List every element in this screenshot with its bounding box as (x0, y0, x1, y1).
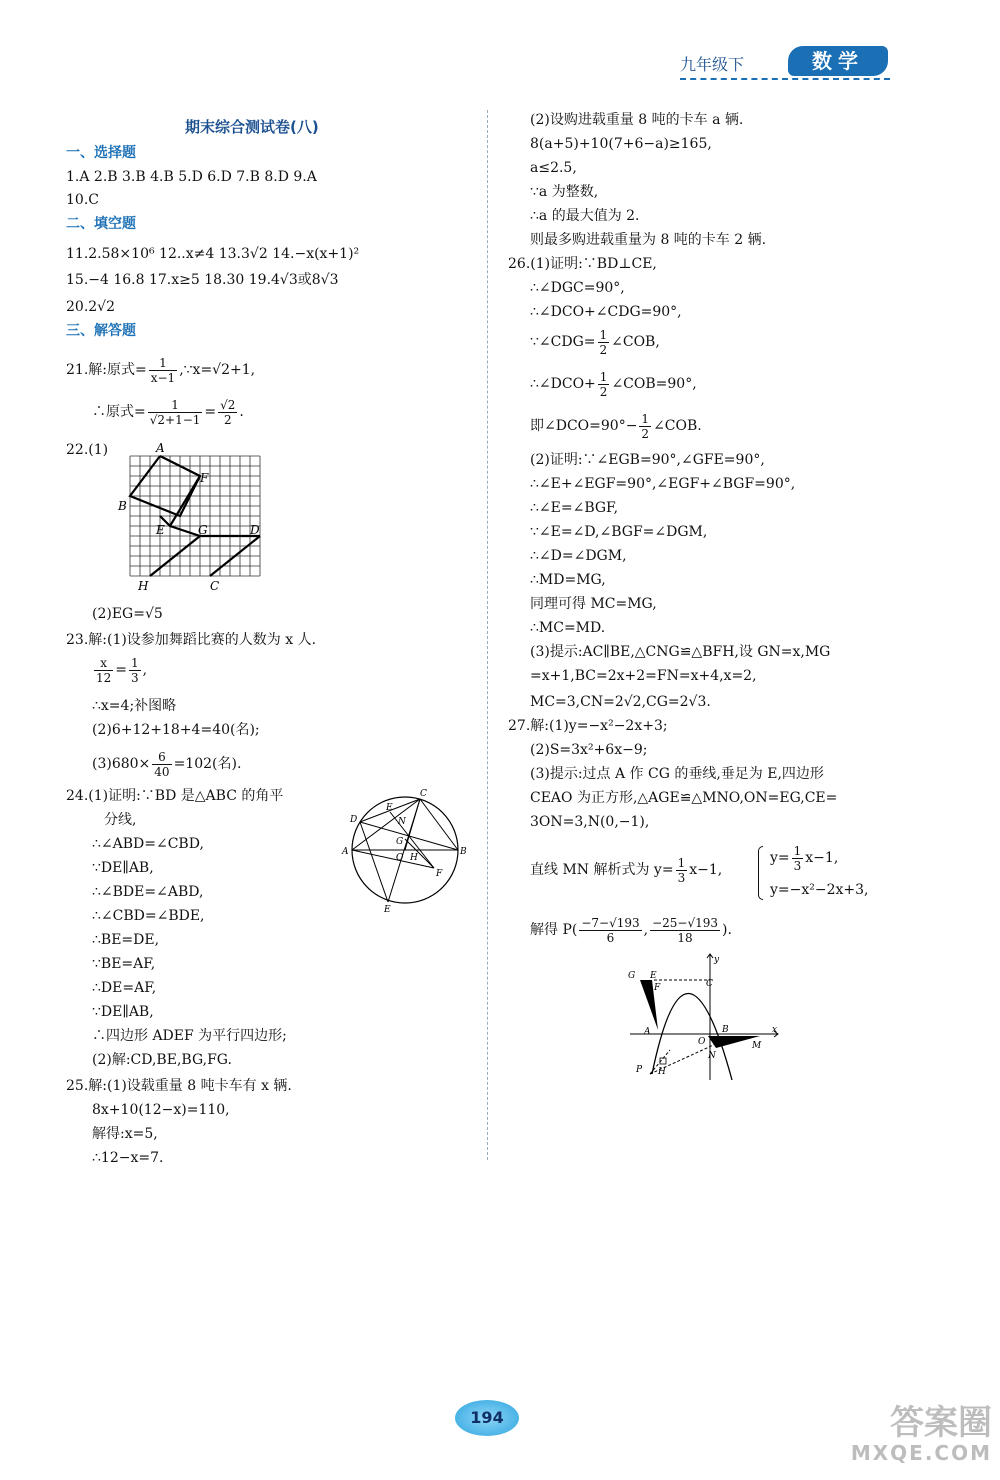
q24-line-8: ∵BE=AF, (92, 956, 156, 972)
q27-label-a: A (644, 1027, 651, 1037)
q24-label-h: H (410, 853, 418, 863)
q27-label-m: M (752, 1041, 762, 1051)
q22-label-g: G (198, 523, 208, 537)
q21-line-1: 21.解:原式= $\frac{1}{x-1}$ ,∵x=√2+1, (66, 355, 256, 385)
q26-line-5: ∴∠DCO+ $\frac{1}{2}$ ∠COB=90°, (530, 369, 697, 399)
section-choice: 一、选择题 (66, 145, 136, 161)
q26-line-6: 即∠DCO=90°− $\frac{1}{2}$ ∠COB. (530, 411, 702, 441)
q27-label-n: N (708, 1051, 716, 1061)
page-number-badge (455, 1400, 519, 1436)
q27-line-7: 解得 P( $\frac{-7-√193}{6}$ , $\frac{-25-√193}{18}$ ). (530, 915, 732, 945)
page-title: 期末综合测试卷(八) (185, 118, 319, 136)
q24-label-e1: E (386, 803, 393, 813)
q24-label-e2: E (384, 905, 391, 914)
q27-label-y: y (714, 955, 720, 965)
q27-label-o: O (698, 1037, 706, 1047)
choice-line-1: 1.A 2.B 3.B 4.B 5.D 6.D 7.B 8.D 9.A (66, 169, 317, 185)
q26-line-16: =x+1,BC=2x+2=FN=x+4,x=2, (530, 668, 757, 684)
fraction: $\frac{√2}{2}$ (220, 397, 236, 427)
q25-line-4: ∴12−x=7. (92, 1150, 164, 1166)
q23-line-4: (2)6+12+18+4=40(名); (92, 722, 260, 738)
q24-line-4: ∵DE∥AB, (92, 860, 154, 876)
q22-label-h: H (138, 579, 149, 593)
q24-line-1: 24.(1)证明:∵BD 是△ABC 的角平 (66, 788, 284, 804)
q27-label-f: F (654, 983, 661, 993)
fraction: $\frac{1}{2}$ (599, 327, 608, 357)
fraction: $\frac{1}{x-1}$ (150, 355, 176, 385)
q27-line-6: 直线 MN 解析式为 y= $\frac{1}{3}$ x−1, (530, 855, 723, 885)
q24-circle-figure (340, 784, 470, 914)
q25-line-2: 8x+10(12−x)=110, (92, 1102, 230, 1118)
fraction: $\frac{1}{3}$ (677, 855, 686, 885)
q22-grid-figure (112, 440, 272, 594)
q26-line-10: ∵∠E=∠D,∠BGF=∠DGM, (530, 524, 708, 540)
header-underline (680, 78, 890, 80)
q27-line-5: 3ON=3,N(0,−1), (530, 814, 650, 830)
q25b-line-4: ∵a 为整数, (530, 184, 599, 200)
q25-line-1: 25.解:(1)设载重量 8 吨卡车有 x 辆. (66, 1078, 292, 1094)
q24-line-9: ∴DE=AF, (92, 980, 157, 996)
q23-line-3: ∴x=4;补图略 (92, 698, 177, 714)
page-number: 194 (470, 1408, 504, 1427)
q27-label-h: H (658, 1067, 666, 1077)
q24-label-n: N (398, 817, 406, 827)
q27-system-eq1: y= $\frac{1}{3}$ x−1, (770, 843, 839, 873)
q24-line-5: ∴∠BDE=∠ABD, (92, 884, 204, 900)
q26-line-3: ∴∠DCO+∠CDG=90°, (530, 304, 682, 320)
q27-label-x: x (772, 1025, 778, 1035)
q26-line-9: ∴∠E=∠BGF, (530, 500, 619, 516)
q27-system-brace (758, 846, 763, 900)
q26-line-17: MC=3,CN=2√2,CG=2√3. (530, 694, 711, 710)
section-solve: 三、解答题 (66, 323, 136, 339)
q22-label-c: C (210, 579, 220, 593)
q22-part-2: (2)EG=√5 (92, 606, 163, 622)
q22-label-f: F (200, 471, 209, 485)
q26-line-15: (3)提示:AC∥BE,△CNG≌△BFH,设 GN=x,MG (530, 644, 831, 660)
q27-line-1: 27.解:(1)y=−x²−2x+3; (508, 718, 668, 734)
q24-line-3: ∴∠ABD=∠CBD, (92, 836, 204, 852)
header-subject-badge (788, 46, 888, 76)
q24-label-f: F (436, 869, 443, 879)
q27-label-e: E (650, 971, 657, 981)
q26-line-11: ∴∠D=∠DGM, (530, 548, 627, 564)
fraction: $\frac{x}{12}$ (96, 655, 112, 685)
q27-line-2: (2)S=3x²+6x−9; (530, 742, 648, 758)
q24-label-c: C (420, 789, 427, 799)
fill-line-3: 20.2√2 (66, 299, 115, 315)
q22-label-d: D (250, 523, 260, 537)
fill-line-1: 11.2.58×10⁶ 12..x≠4 13.3√2 14.−x(x+1)² (66, 246, 360, 262)
q22-label-b: B (118, 499, 127, 513)
fraction: $\frac{1}{2}$ (641, 411, 650, 441)
q26-line-13: 同理可得 MC=MG, (530, 596, 657, 612)
q24-line-6: ∴∠CBD=∠BDE, (92, 908, 205, 924)
q27-label-p: P (636, 1065, 643, 1075)
choice-line-2: 10.C (66, 192, 99, 208)
fraction: $\frac{1}{3}$ (131, 655, 139, 685)
q24-label-o: O (396, 853, 404, 863)
fraction: $\frac{-25-√193}{18}$ (652, 915, 719, 945)
q24-line-2: 分线, (104, 812, 137, 828)
page-header (680, 44, 910, 84)
q26-line-2: ∴∠DGC=90°, (530, 280, 625, 296)
header-grade: 九年级下 (680, 55, 745, 74)
q24-label-b: B (460, 847, 467, 857)
q23-line-1: 23.解:(1)设参加舞蹈比赛的人数为 x 人. (66, 632, 317, 648)
q26-line-8: ∴∠E+∠EGF=90°,∠EGF+∠BGF=90°, (530, 476, 796, 492)
q24-line-7: ∴BE=DE, (92, 932, 160, 948)
q24-line-11: ∴四边形 ADEF 为平行四边形; (92, 1028, 287, 1044)
q27-system-eq2: y=−x²−2x+3, (770, 882, 869, 898)
fraction: $\frac{1}{√2+1-1}$ (149, 397, 201, 427)
q24-line-10: ∵DE∥AB, (92, 1004, 154, 1020)
fraction: $\frac{6}{40}$ (154, 749, 170, 779)
q25b-line-1: (2)设购进载重量 8 吨的卡车 a 辆. (530, 112, 744, 128)
q27-label-g: G (628, 971, 636, 981)
q26-line-7: (2)证明:∵∠EGB=90°,∠GFE=90°, (530, 452, 765, 468)
q22-head: 22.(1) (66, 442, 109, 458)
q23-line-5: (3)680× $\frac{6}{40}$ =102(名). (92, 749, 242, 779)
q27-label-c: C (706, 979, 713, 989)
q24-label-g: G (396, 837, 404, 847)
header-subject: 数学 (812, 49, 864, 73)
q23-line-2: $\frac{x}{12}$ = $\frac{1}{3}$ , (96, 655, 148, 685)
q22-label-a: A (156, 441, 165, 455)
q26-line-4: ∵∠CDG= $\frac{1}{2}$ ∠COB, (530, 327, 660, 357)
q27-label-b: B (722, 1025, 729, 1035)
q26-line-14: ∴MC=MD. (530, 620, 606, 636)
q24-label-d: D (350, 815, 358, 825)
q26-line-1: 26.(1)证明:∵BD⊥CE, (508, 256, 657, 272)
fill-line-2: 15.−4 16.8 17.x≥5 18.30 19.4√3或8√3 (66, 272, 339, 288)
q24-line-12: (2)解:CD,BE,BG,FG. (92, 1052, 232, 1068)
column-divider (487, 110, 488, 1160)
section-fill: 二、填空题 (66, 216, 136, 232)
q21-line-2: ∴原式= $\frac{1}{√2+1-1}$ = $\frac{√2}{2}$ . (92, 397, 244, 427)
q25b-line-2: 8(a+5)+10(7+6−a)≥165, (530, 136, 712, 152)
fraction: $\frac{-7-√193}{6}$ (581, 915, 640, 945)
q27-line-3: (3)提示:过点 A 作 CG 的垂线,垂足为 E,四边形 (530, 766, 824, 782)
q25b-line-5: ∴a 的最大值为 2. (530, 208, 640, 224)
fraction: $\frac{1}{3}$ (793, 843, 802, 873)
fraction: $\frac{1}{2}$ (599, 369, 608, 399)
watermark-line-2: MXQE.COM (850, 1441, 992, 1465)
watermark-line-1: 答案圈 (890, 1403, 992, 1443)
q24-label-a: A (342, 847, 349, 857)
q25b-line-6: 则最多购进载重量为 8 吨的卡车 2 辆. (530, 232, 767, 248)
watermark (806, 1404, 992, 1464)
q27-parabola-figure (620, 950, 790, 1085)
q25-line-3: 解得:x=5, (92, 1126, 158, 1142)
q25b-line-3: a≤2.5, (530, 160, 577, 176)
q22-label-e: E (156, 523, 165, 537)
q26-line-12: ∴MD=MG, (530, 572, 606, 588)
q27-line-4: CEAO 为正方形,△AGE≌△MNO,ON=EG,CE= (530, 790, 838, 806)
